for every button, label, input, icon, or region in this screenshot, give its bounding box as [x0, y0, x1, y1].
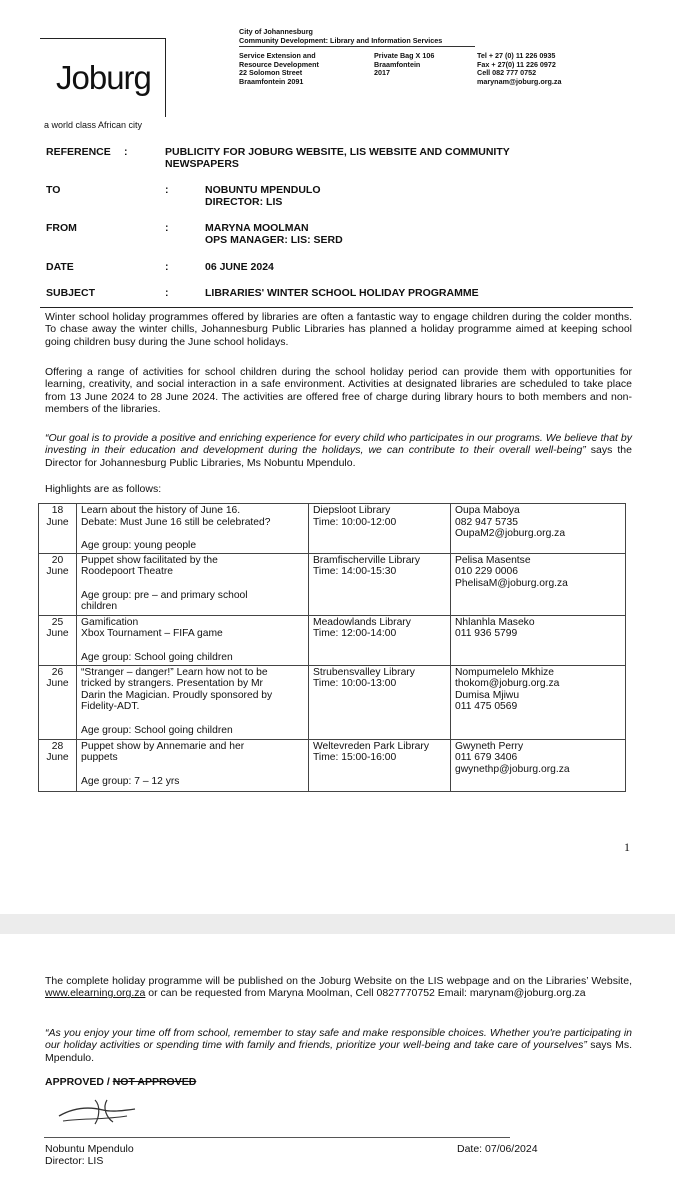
- venue-line: Weltevreden Park Library: [313, 740, 429, 752]
- activity-cell: [77, 739, 309, 791]
- table-row: [39, 504, 626, 554]
- contact-line: 082 947 5735: [455, 516, 518, 528]
- activity-cell: [77, 504, 309, 554]
- joburg-logo: Joburg: [56, 59, 151, 96]
- activity-line: “Stranger – danger!” Learn how not to be: [81, 666, 268, 678]
- contact-line: Fax + 27(0) 11 226 0972: [477, 59, 556, 69]
- contact-line: Tel + 27 (0) 11 226 0935: [477, 51, 556, 60]
- quote-attribution: says the Director for Johannesburg Public Libraries, Ms Nobuntu Mpendulo.: [45, 444, 632, 469]
- contact-line: Oupa Maboya: [455, 505, 520, 516]
- table-row: [39, 665, 626, 739]
- event-month: June: [46, 678, 69, 689]
- activity-line: Learn about the history of June 16.: [81, 505, 241, 516]
- to-colon: :: [165, 184, 169, 196]
- event-day: 18: [51, 505, 64, 516]
- date-label: DATE: [46, 261, 74, 273]
- event-day: 26: [51, 666, 64, 678]
- contact-line: 011 679 3406: [455, 752, 518, 763]
- activity-line: Age group: 7 – 12 yrs: [81, 775, 180, 787]
- event-month: June: [46, 566, 69, 577]
- publication-paragraph: [45, 975, 632, 1000]
- venue-line: Diepsloot Library: [313, 505, 391, 516]
- venue-cell: [309, 553, 451, 615]
- to-name: NOBUNTU MPENDULO: [205, 184, 321, 196]
- contact-line: thokom@joburg.org.za: [455, 678, 560, 689]
- publication-text-end: or can be requested from Maryna Moolman, Cell 0827770752 Email: marynam@joburg.org.za: [145, 987, 586, 1000]
- contact-block: [477, 52, 562, 86]
- activity-line: Xbox Tournament – FIFA game: [81, 628, 223, 639]
- intro-paragraph: Winter school holiday programmes offered by libraries are often a fantastic way to engage children during the colder months. To chase away the winter chills, Johannesburg Public Libraries has planned a holiday programme aimed at keeping school going children busy during the June school holidays.: [45, 311, 632, 348]
- contact-line: Gwyneth Perry: [455, 740, 524, 752]
- activity-line: Age group: School going children: [81, 651, 233, 663]
- event-month: June: [46, 516, 69, 528]
- date-cell: [39, 553, 77, 615]
- venue-line: Time: 10:00-13:00: [313, 678, 397, 689]
- letterhead-rule: [239, 46, 475, 47]
- activity-line: Age group: young people: [81, 540, 197, 551]
- quote-attribution: says Ms. Mpendulo.: [45, 1039, 632, 1064]
- activity-cell: [77, 553, 309, 615]
- director-quote: [45, 432, 632, 469]
- activity-line: Gamification: [81, 616, 139, 628]
- publication-text: The complete holiday programme will be published on the Joburg Website on the LIS webpage and on the Libraries’ Website,: [45, 975, 632, 987]
- date-cell: [39, 504, 77, 554]
- approval-date: Date: 07/06/2024: [457, 1143, 538, 1155]
- signatory-title: Director: LIS: [45, 1155, 104, 1168]
- activity-line: Puppet show by Annemarie and her: [81, 740, 245, 752]
- contact-line: 010 229 0006: [455, 566, 518, 577]
- contact-cell: [451, 665, 626, 739]
- subject-value: LIBRARIES' WINTER SCHOOL HOLIDAY PROGRAMME: [205, 287, 479, 299]
- venue-line: Bramfischerville Library: [313, 554, 421, 566]
- reference-colon: :: [124, 146, 128, 158]
- signature-image: [55, 1094, 145, 1130]
- contact-line: Dumisa Mjiwu: [455, 689, 520, 701]
- event-day: 20: [51, 554, 64, 566]
- from-title: OPS MANAGER: LIS: SERD: [205, 234, 343, 246]
- venue-cell: [309, 615, 451, 665]
- venue-line: Strubensvalley Library: [313, 666, 415, 678]
- venue-cell: [309, 665, 451, 739]
- event-day: 28: [51, 740, 64, 752]
- venue-cell: [309, 504, 451, 554]
- date-cell: [39, 615, 77, 665]
- contact-line: Pelisa Masentse: [455, 554, 531, 566]
- address-line: 22 Solomon Street: [239, 68, 303, 78]
- date-cell: [39, 739, 77, 791]
- signatory-block: [45, 1143, 134, 1168]
- reference-value: PUBLICITY FOR JOBURG WEBSITE, LIS WEBSITE AND COMMUNITY NEWSPAPERS: [165, 146, 510, 170]
- contact-line: marynam@joburg.org.za: [477, 76, 562, 86]
- table-row: [39, 553, 626, 615]
- postal-line: 2017: [374, 68, 390, 78]
- contact-line: OupaM2@joburg.org.za: [455, 528, 566, 539]
- contact-line: Nhlanhla Maseko: [455, 616, 535, 628]
- closing-quote: [45, 1027, 632, 1064]
- postal-block: [374, 52, 434, 78]
- activities-paragraph: Offering a range of activities for school children during the school holiday period can provide them with opportunities for learning, creativity, and social interaction in a safe environment. Activities at designated libraries are scheduled to take place from 13 June 2024 to 28 June 2024. The activities are offered free of charge during library hours to both members and non-members of the libraries.: [45, 366, 632, 415]
- website-link[interactable]: www.elearning.org.za: [45, 987, 146, 1000]
- event-month: June: [46, 628, 69, 639]
- venue-line: Time: 12:00-14:00: [313, 628, 397, 639]
- approval-line: [45, 1076, 196, 1088]
- page-number: 1: [624, 840, 630, 854]
- from-name: MARYNA MOOLMAN: [205, 222, 309, 234]
- contact-line: gwynethp@joburg.org.za: [455, 763, 570, 775]
- contact-line: 011 936 5799: [455, 628, 518, 639]
- activity-line: Age group: pre – and primary school: [81, 589, 248, 601]
- contact-cell: [451, 739, 626, 791]
- contact-line: Nompumelelo Mkhize: [455, 666, 555, 678]
- quote-text: “Our goal is to provide a positive and enriching experience for every child who participates in our programs. We believe that by investing in their education and development during the holidays, we can contribute to their overall well-being”: [45, 432, 632, 457]
- address-line: Resource Development: [239, 59, 319, 69]
- quote-text: “As you enjoy your time off from school, remember to stay safe and make responsible choices. Whether you're participating in our holiday activities or spending time with family and friends, prioritize your well-being and take care of yourselves”: [45, 1027, 632, 1052]
- reference-label: REFERENCE: [46, 146, 111, 158]
- city-name: City of Johannesburg: [239, 27, 313, 36]
- address-block: [239, 52, 319, 86]
- contact-line: Cell 082 777 0752: [477, 68, 537, 78]
- date-colon: :: [165, 261, 169, 273]
- signatory-name: Nobuntu Mpendulo: [45, 1143, 134, 1155]
- from-label: FROM: [46, 222, 77, 234]
- logo-frame: [40, 38, 166, 117]
- address-line: Braamfontein 2091: [239, 76, 304, 86]
- subject-colon: :: [165, 287, 169, 299]
- venue-cell: [309, 739, 451, 791]
- approved-label: APPROVED /: [45, 1076, 113, 1088]
- subject-label: SUBJECT: [46, 287, 96, 299]
- table-row: [39, 615, 626, 665]
- tagline: a world class African city: [44, 120, 143, 130]
- activity-line: children: [81, 601, 118, 612]
- activity-line: Roodepoort Theatre: [81, 566, 173, 577]
- contact-line: 011 475 0569: [455, 701, 518, 712]
- date-cell: [39, 665, 77, 739]
- signature-line: [44, 1137, 510, 1138]
- postal-line: Private Bag X 106: [374, 51, 435, 60]
- memo-header-rule: [40, 307, 633, 308]
- table-row: [39, 739, 626, 791]
- postal-line: Braamfontein: [374, 59, 421, 69]
- contact-cell: [451, 615, 626, 665]
- to-label: TO: [46, 184, 61, 196]
- contact-cell: [451, 553, 626, 615]
- activity-line: Fidelity-ADT.: [81, 701, 140, 712]
- activity-cell: [77, 615, 309, 665]
- venue-line: Meadowlands Library: [313, 616, 411, 628]
- department-name: Community Development: Library and Information Services: [239, 36, 443, 45]
- address-line: Service Extension and: [239, 51, 316, 60]
- activity-line: Age group: School going children: [81, 724, 233, 736]
- to-title: DIRECTOR: LIS: [205, 196, 283, 208]
- highlights-table: [38, 503, 626, 792]
- activity-line: Debate: Must June 16 still be celebrated?: [81, 516, 271, 528]
- not-approved-label: NOT APPROVED: [112, 1076, 197, 1088]
- from-colon: :: [165, 222, 169, 234]
- activity-line: tricked by strangers. Presentation by Mr: [81, 678, 263, 689]
- memo-page-2: [0, 934, 675, 1200]
- venue-line: Time: 15:00-16:00: [313, 752, 397, 763]
- activity-line: Darin the Magician. Proudly sponsored by: [81, 689, 273, 701]
- venue-line: Time: 10:00-12:00: [313, 516, 397, 528]
- activity-line: Puppet show facilitated by the: [81, 554, 218, 566]
- event-day: 25: [51, 616, 64, 628]
- venue-line: Time: 14:00-15:30: [313, 566, 397, 577]
- event-month: June: [46, 752, 69, 763]
- activity-cell: [77, 665, 309, 739]
- contact-cell: [451, 504, 626, 554]
- contact-line: PhelisaM@joburg.org.za: [455, 577, 568, 589]
- activity-line: puppets: [81, 752, 118, 763]
- highlights-intro: Highlights are as follows:: [45, 483, 162, 495]
- date-value: 06 JUNE 2024: [205, 261, 274, 273]
